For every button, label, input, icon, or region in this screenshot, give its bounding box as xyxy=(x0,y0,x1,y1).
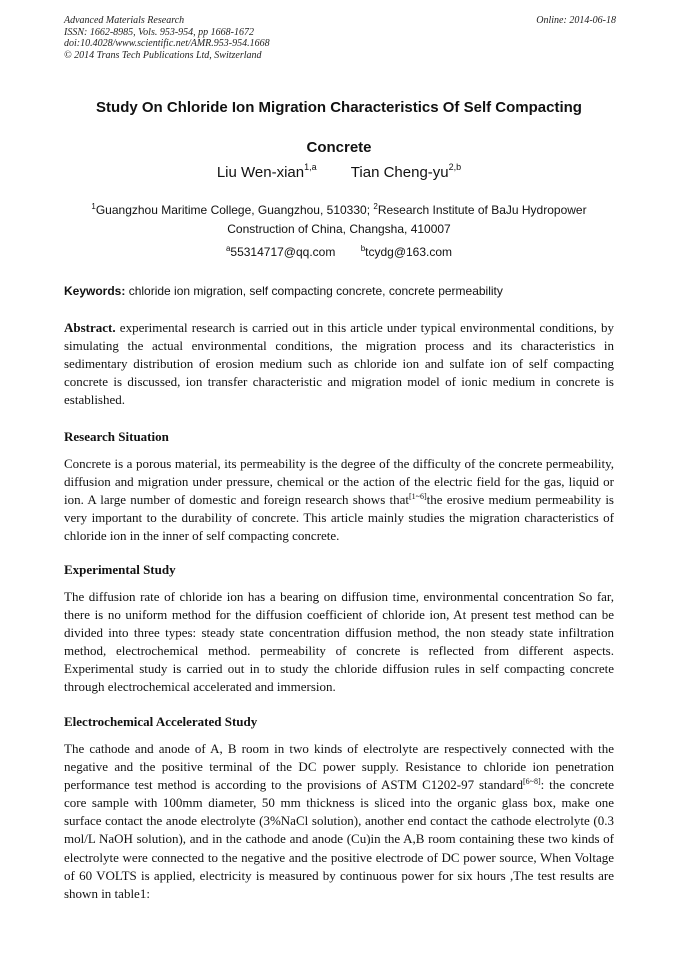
journal-header xyxy=(64,15,270,61)
paper-title: Study On Chloride Ion Migration Characteristics Of Self Compacting Concrete xyxy=(96,99,582,156)
author-2: Tian Cheng-yu$^{2,b}$ xyxy=(350,162,462,181)
abstract-section xyxy=(64,319,614,409)
copyright-line: © 2014 Trans Tech Publications Ltd, Switzerland xyxy=(64,49,262,61)
research-situation-section xyxy=(64,428,614,545)
keywords xyxy=(64,284,614,298)
citation: [1~6] xyxy=(409,492,427,502)
affiliations: $^1$Guangzhou Maritime College, Guangzhou, 510330; $^2$Research Institute of BaJu Hydropower Construction of China, Changsha, 410007 xyxy=(91,202,587,236)
author-1: Liu Wen-xian$^{1,a}$ xyxy=(216,162,317,181)
online-date: Online: 2014-06-18 xyxy=(536,15,616,26)
research-situation-paragraph: Concrete is a porous material, its permeability is the degree of the difficulty of the concrete permeability, diffusion and migration under pressure, chemical or the action of the electric field for the gas, liquid or ion. A large number of domestic and foreign research shows that[1~6]the erosive medium permeability is very important to the durability of concrete. This article mainly studies the migration characteristics of chloride ion in the inner of self compacting concrete. xyxy=(64,456,614,544)
abstract-paragraph: Abstract. experimental research is carried out in this article under typical environmental conditions, by simulating the actual environmental conditions, the migration process and its characteristics in sedimentary distribution of erosion medium such as chloride ion and sulfate ion of self compacting concrete is discussed, ion transfer characteristic and migration model of ionic medium in concrete is established. xyxy=(64,320,614,408)
issn-line: ISSN: 1662-8985, Vols. 953-954, pp 1668-1672 xyxy=(64,26,254,38)
journal-name: Advanced Materials Research xyxy=(64,15,185,26)
research-situation-heading: Research Situation xyxy=(64,429,169,444)
keywords-label: Keywords: xyxy=(64,284,126,298)
experimental-study-paragraph: The diffusion rate of chloride ion has a bearing on diffusion time, environmental concentration So far, there is no uniform method for the diffusion coefficient of chloride ion, At present test method can be divided into three types: steady state concentration diffusion method, the non steady state infiltration method, electrochemical method. permeability of concrete is reflected from different aspects. Experimental study is carried out in to study the chloride diffusion rules in self compacting concrete through electrochemical accelerated and immersion. xyxy=(64,589,614,695)
email-2: $^b$tcydg@163.com xyxy=(360,244,453,259)
experimental-study-section xyxy=(64,561,614,697)
abstract-label: Abstract. xyxy=(64,320,116,335)
email-1: $^a$55314717@qq.com xyxy=(225,244,336,259)
electrochemical-study-heading: Electrochemical Accelerated Study xyxy=(64,714,258,729)
electrochemical-study-section xyxy=(64,713,614,903)
keywords-text: chloride ion migration, self compacting concrete, concrete permeability xyxy=(128,284,503,298)
electrochemical-study-paragraph: The cathode and anode of A, B room in two kinds of electrolyte are respectively connected with the negative and the positive terminal of the DC power supply. Resistance to chloride ion penetration performance test method is according to the provisions of ASTM C1202-97 standard[6~8]: the concrete core sample with 100mm diameter, 50 mm thickness is sliced into the organic glass box, make one surface contact the anode electrolyte (3%NaCl solution), another end contact the cathode electrolyte (0.3 mol/L NaOH solution), and in the cathode and anode (Cu)in the A,B room containing these two kinds of electrolyte were connected to the negative and the positive electrode of DC power source, When Voltage of 60 VOLTS is applied, electricity is measured by continuous power for six hours ,The test results are shown in table1: xyxy=(64,741,614,901)
doi-line: doi:10.4028/www.scientific.net/AMR.953-954.1668 xyxy=(64,38,270,49)
experimental-study-heading: Experimental Study xyxy=(64,562,176,577)
citation: [6~8] xyxy=(523,777,541,787)
author-list xyxy=(64,164,614,181)
author-emails xyxy=(64,245,614,259)
